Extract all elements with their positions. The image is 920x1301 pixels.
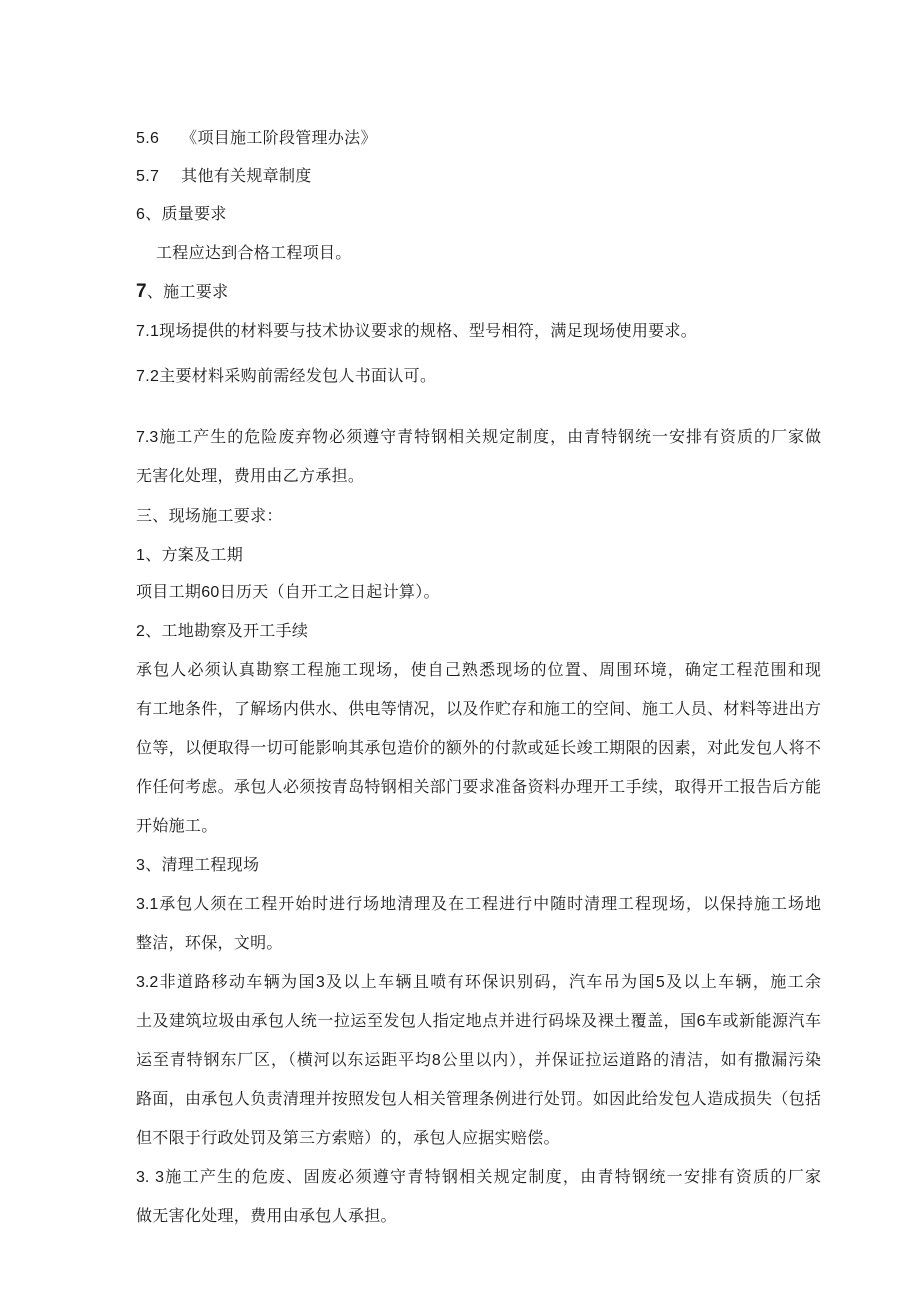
text-part: 及以上车辆，施工余 [664,972,821,991]
survey-line-3: 位等，以便取得一切可能影响其承包造价的额外的付款或延长竣工期限的因素，对此发包人将不 [136,738,821,757]
item-text: 承包人须在工程开始时进行场地清理及在工程进行中随时清理工程现场，以保持施工场地 [158,894,821,913]
item-number: 7.2 [136,368,160,385]
item-text: 、工地勘察及开工手续 [145,621,309,640]
sub-heading-survey [136,621,308,642]
number-part: 3 [315,974,325,991]
item-number: 5.7 [136,168,160,185]
item-3-1-line2: 整洁，环保，文明。 [136,933,283,952]
item-text: 现场提供的材料要与技术协议要求的规格、型号相符，满足现场使用要求。 [159,321,698,340]
item-7-3-line2: 无害化处理，费用由乙方承担。 [136,466,365,485]
item-3-2-line1 [136,972,821,993]
item-number: 3 [136,857,146,874]
number-part: 5 [655,974,665,991]
item-number: 5.6 [136,130,160,147]
item-text: 、施工要求 [146,282,229,301]
item-text: 、清理工程现场 [145,855,260,874]
text-part: 运至青特钢东厂区，（横河以东运距平均 [136,1050,432,1069]
item-3-2-line5: 但不限于行政处罚及第三方索赔）的，承包人应据实赔偿。 [136,1128,560,1147]
survey-line-1: 承包人必须认真勘察工程施工现场，使自己熟悉现场的位置、周围环境，确定工程范围和现 [136,660,821,679]
item-text: 、质量要求 [145,204,227,223]
quality-text [156,243,352,263]
plan-text [136,582,440,603]
number-part: 8 [431,1052,441,1069]
sub-heading-plan [136,545,243,566]
section-heading-site: 三、现场施工要求： [136,506,283,525]
survey-line-5: 开始施工。 [136,816,218,835]
item-number: 3.2 [136,974,159,991]
item-7-1 [136,321,697,342]
item-5-6 [136,128,377,149]
item-3-2-line3 [136,1050,821,1071]
item-3-2-line4: 路面，由承包人负责清理并按照发包人相关管理条例进行处罚。如因此给发包人造成损失（包括 [136,1089,821,1108]
number-part: 6 [696,1013,706,1030]
section-heading-construction [136,282,228,302]
text-part: 及以上车辆且喷有环保识别码，汽车吊为国 [324,972,656,991]
survey-line-4: 作任何考虑。承包人必须按青岛特钢相关部门要求准备资料办理开工手续，取得开工报告后方能 [136,777,821,796]
text-part: 公里以内），并保证拉运道路的清洁，如有撒漏污染 [440,1050,821,1069]
item-text: 、方案及工期 [145,545,244,564]
item-text: 主要材料采购前需经发包人书面认可。 [159,366,437,385]
survey-line-2: 有工地条件，了解场内供水、供电等情况，以及作贮存和施工的空间、施工人员、材料等进出方 [136,699,821,718]
item-text: 《项目施工阶段管理办法》 [181,128,377,147]
days-number: 60 [201,584,220,601]
item-number: 2 [136,623,146,640]
item-3-3-line1 [136,1167,821,1188]
item-7-3-line1 [136,427,821,448]
text-part: 日历天（自开工之日起计算）。 [219,582,440,601]
item-number: 1 [136,547,146,564]
text-part: 土及建筑垃圾由承包人统一拉运至发包人指定地点并进行码垛及裸土覆盖，国 [136,1011,697,1030]
item-number: 3. 3 [136,1169,164,1186]
item-7-2 [136,366,436,387]
item-text: 施工产生的危废、固废必须遵守青特钢相关规定制度，由青特钢统一安排有资质的厂家 [163,1167,821,1186]
text-part: 车或新能源汽车 [705,1011,821,1030]
item-number: 7.1 [136,323,160,340]
item-number: 3.1 [136,896,159,913]
item-number: 6 [136,206,146,223]
item-3-1-line1 [136,894,821,915]
item-text: 施工产生的危险废弃物必须遵守青特钢相关规定制度，由青特钢统一安排有资质的厂家做 [158,427,821,446]
item-text: 工程应达到合格工程项目。 [156,243,352,262]
item-3-2-line2 [136,1011,821,1032]
text-part: 项目工期 [136,582,202,601]
text-part: 非道路移动车辆为国 [158,972,316,991]
sub-heading-clean [136,855,259,876]
item-number: 7 [136,281,147,302]
item-text: 其他有关规章制度 [181,166,312,185]
item-number: 7.3 [136,429,159,446]
item-5-7 [136,166,312,187]
item-3-3-line2: 做无害化处理，费用由承包人承担。 [136,1206,397,1225]
section-heading-quality [136,204,227,225]
